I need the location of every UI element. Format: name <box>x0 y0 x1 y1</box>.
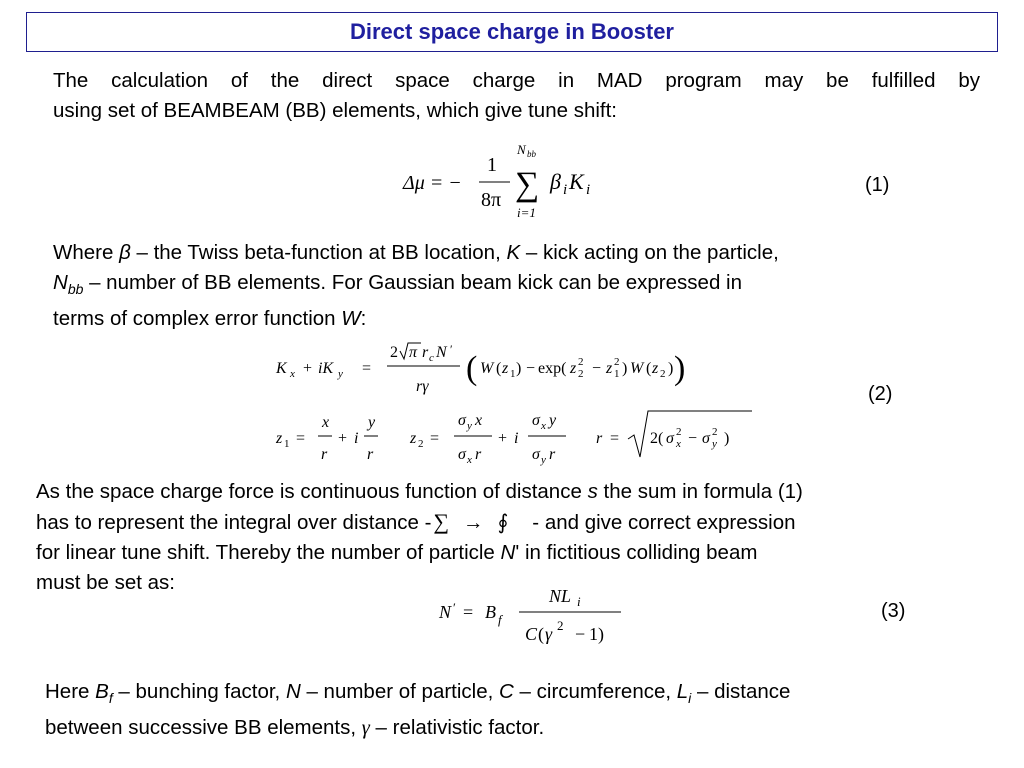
svg-text:): ) <box>674 350 686 387</box>
svg-text:x: x <box>676 438 681 450</box>
sc-line-1: As the space charge force is continuous function of distance s the sum in formula (1) <box>36 480 803 503</box>
svg-text:=: = <box>430 430 440 447</box>
svg-text:W: W <box>630 360 644 377</box>
svg-text:σ: σ <box>532 412 540 429</box>
svg-text:σ: σ <box>666 430 674 447</box>
intro-paragraph <box>53 66 980 126</box>
closing-line-2: between successive BB elements, γ – relativistic factor. <box>45 716 545 740</box>
svg-text:2: 2 <box>578 368 584 380</box>
svg-text:y: y <box>549 412 557 429</box>
svg-text:(: ( <box>496 360 502 377</box>
svg-text:=: = <box>463 602 474 622</box>
svg-text:i: i <box>514 430 519 447</box>
svg-text:y: y <box>368 414 376 431</box>
svg-text:=: = <box>610 430 620 447</box>
eq1-term-k-sub: i <box>586 182 591 198</box>
arrow-symbol: → <box>463 511 484 534</box>
svg-text:−: − <box>592 360 602 377</box>
eq2-line-1 <box>275 342 685 395</box>
svg-text:): ) <box>668 360 674 377</box>
eq1-lhs: Δμ = − <box>403 172 462 194</box>
svg-text:i: i <box>577 594 581 609</box>
svg-text:r: r <box>549 446 556 463</box>
sc-line-4: must be set as: <box>36 571 176 594</box>
svg-text:z: z <box>410 430 417 447</box>
eq1-sum-symbol: ∑ <box>515 166 540 203</box>
eq1-term-beta: β <box>550 169 561 194</box>
svg-text:2: 2 <box>614 356 620 368</box>
svg-text:rγ: rγ <box>416 378 429 395</box>
svg-text:exp(: exp( <box>538 360 567 377</box>
svg-text:f: f <box>498 612 502 627</box>
equation-1 <box>395 138 615 224</box>
equation-3 <box>435 584 635 654</box>
svg-text:1: 1 <box>284 438 290 450</box>
eq1-sum-upper: N <box>517 142 526 157</box>
eq3-number: (3) <box>881 600 906 622</box>
svg-text:+: + <box>303 360 313 377</box>
svg-text:π: π <box>409 344 418 361</box>
svg-text:=: = <box>362 360 372 377</box>
title-box <box>26 12 998 52</box>
svg-text:1: 1 <box>614 368 620 380</box>
svg-text:+: + <box>338 430 348 447</box>
eq1-term-beta-sub: i <box>563 182 568 198</box>
svg-text:y: y <box>712 438 717 450</box>
svg-text:2: 2 <box>390 344 398 361</box>
svg-text:i: i <box>354 430 359 447</box>
svg-text:2: 2 <box>712 426 718 438</box>
svg-text:r: r <box>321 446 328 463</box>
svg-text:r: r <box>596 430 603 447</box>
eq1-frac-num: 1 <box>487 154 497 176</box>
svg-text:y: y <box>467 420 472 432</box>
svg-text:(: ( <box>466 350 478 387</box>
svg-text:z: z <box>502 360 509 377</box>
svg-text:y: y <box>338 368 343 380</box>
svg-text:2: 2 <box>557 618 564 633</box>
gamma-symbol: γ <box>361 717 370 740</box>
definitions-paragraph <box>53 238 983 334</box>
sc-line-2: has to represent the integral over distance -∑ → ∮ - and give correct expression <box>36 509 796 534</box>
svg-text:y: y <box>541 454 546 466</box>
svg-text:′: ′ <box>450 342 453 356</box>
svg-text:σ: σ <box>702 430 710 447</box>
svg-text:W: W <box>480 360 494 377</box>
svg-text:x: x <box>322 414 330 431</box>
svg-text:1: 1 <box>510 368 516 380</box>
svg-text:−: − <box>526 360 536 377</box>
svg-text:c: c <box>429 352 434 364</box>
svg-text:γ: γ <box>545 624 553 644</box>
svg-text:r: r <box>367 446 374 463</box>
eq1-term-k: K <box>569 169 584 194</box>
sc-line-3: for linear tune shift. Thereby the number of particle N' in fictitious colliding beam <box>36 541 758 564</box>
svg-text:′: ′ <box>453 600 456 615</box>
svg-text:z: z <box>606 360 613 377</box>
svg-text:2: 2 <box>578 356 584 368</box>
svg-text:2: 2 <box>676 426 682 438</box>
svg-text:σ: σ <box>532 446 540 463</box>
closing-paragraph <box>45 677 995 743</box>
svg-text:z: z <box>276 430 283 447</box>
svg-text:): ) <box>724 430 730 447</box>
intro-line-2: using set of BEAMBEAM (BB) elements, which give tune shift: <box>53 99 617 122</box>
svg-text:z: z <box>652 360 659 377</box>
intro-line-1: The calculation of the direct space charge in MAD program may be fulfilled by <box>53 69 980 92</box>
svg-text:2(: 2( <box>650 430 664 447</box>
svg-text:(: ( <box>538 624 544 644</box>
svg-text:σ: σ <box>458 446 466 463</box>
definitions-line-3: terms of complex error function W: <box>53 307 367 331</box>
svg-text:−: − <box>575 624 586 644</box>
eq2-line-2 <box>275 411 752 466</box>
svg-text:(: ( <box>646 360 652 377</box>
svg-text:x: x <box>467 454 472 466</box>
svg-text:=: = <box>296 430 306 447</box>
svg-text:): ) <box>622 360 628 377</box>
definitions-line-1: Where β – the Twiss beta-function at BB location, K – kick acting on the particle, <box>53 241 779 264</box>
definitions-line-2: $N_{bb}$ – number of BB elements. For Gaussian beam kick can be expressed in <box>53 271 742 298</box>
svg-text:K: K <box>276 360 287 377</box>
svg-text:B: B <box>485 602 496 622</box>
closing-line-1: Here $B_f$ – bunching factor, N – number of particle, C – circumference, $L_i$ – distance <box>45 680 791 707</box>
svg-text:1): 1) <box>589 624 604 644</box>
equation-2 <box>270 335 770 470</box>
svg-text:x: x <box>541 420 546 432</box>
eq1-sum-upper-sub: bb <box>527 149 536 159</box>
svg-text:−: − <box>688 430 698 447</box>
svg-text:iK: iK <box>318 360 334 377</box>
space-charge-paragraph <box>36 477 1006 598</box>
contour-integral-symbol: ∮ <box>497 510 509 534</box>
svg-text:r: r <box>422 344 429 361</box>
beta-symbol: β <box>119 241 131 264</box>
svg-text:r: r <box>475 446 482 463</box>
svg-text:x: x <box>290 368 295 380</box>
svg-text:NL: NL <box>549 586 572 606</box>
svg-text:C: C <box>525 624 538 644</box>
eq1-frac-den: 8π <box>481 189 502 211</box>
slide-title: Direct space charge in Booster <box>349 19 674 44</box>
svg-text:N: N <box>436 344 447 361</box>
svg-text:+: + <box>498 430 508 447</box>
eq1-number: (1) <box>865 174 890 196</box>
svg-text:σ: σ <box>458 412 466 429</box>
svg-text:2: 2 <box>660 368 666 380</box>
svg-text:z: z <box>570 360 577 377</box>
svg-text:N: N <box>439 602 452 622</box>
sum-symbol: ∑ <box>433 509 450 534</box>
svg-text:2: 2 <box>418 438 424 450</box>
svg-text:x: x <box>475 412 483 429</box>
eq2-number: (2) <box>868 383 893 405</box>
svg-text:): ) <box>516 360 522 377</box>
eq1-sum-lower: i=1 <box>517 205 536 220</box>
